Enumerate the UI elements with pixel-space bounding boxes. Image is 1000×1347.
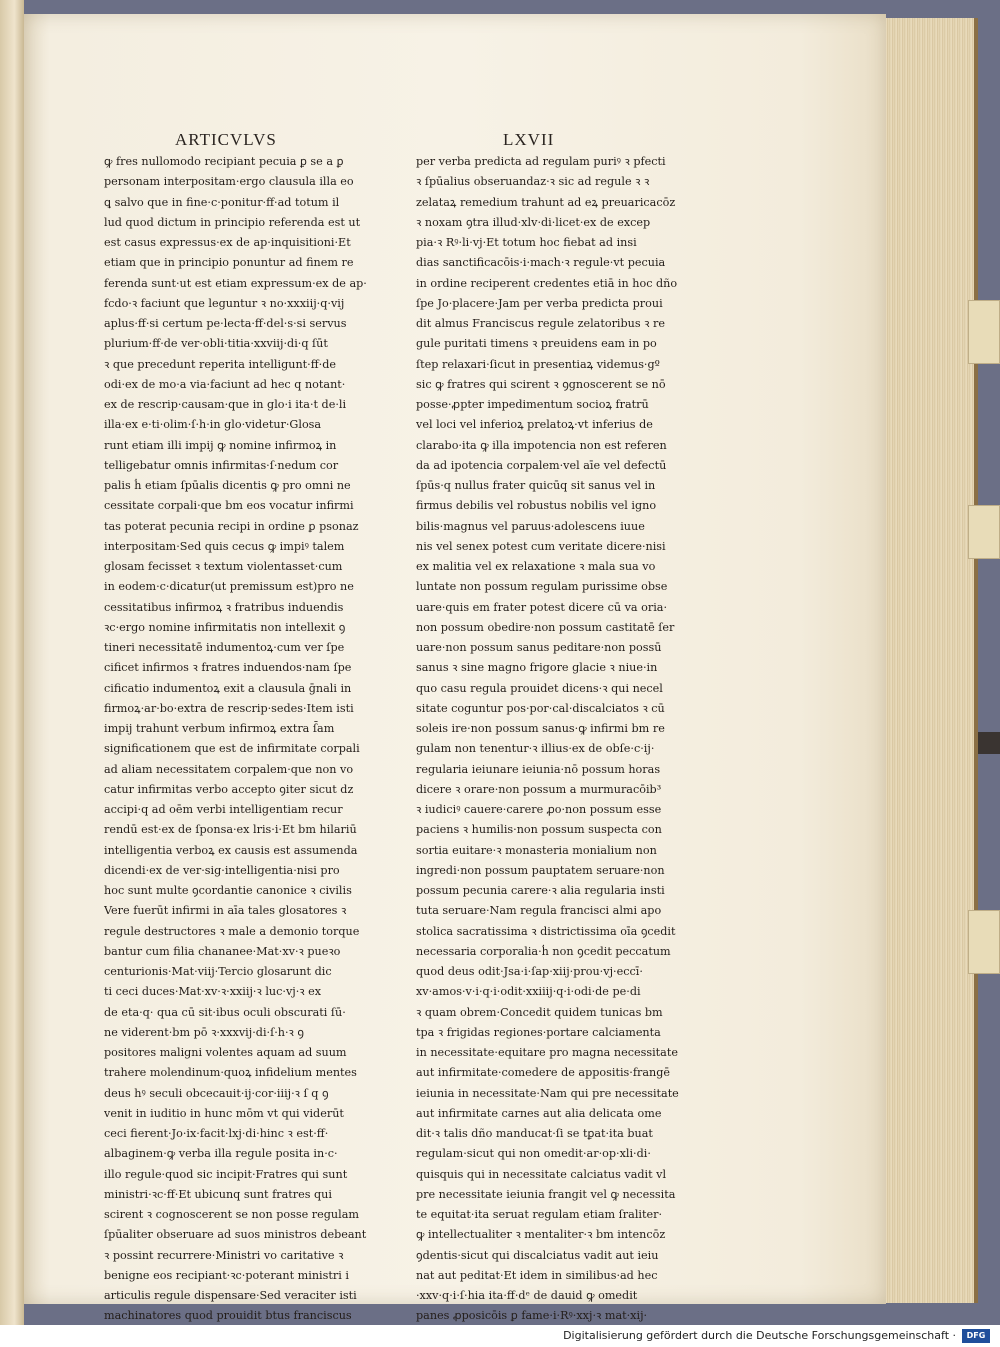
text-line: ieiunia in necessitate·Nam qui pre necessitate xyxy=(416,1086,679,1100)
text-line: deus hꝰ seculi obcecauit·ij·cor·iiij·ꝛ ſ q ꝯ xyxy=(104,1086,329,1100)
text-line: regularia ieiunare ieiunia·nō possum horas xyxy=(416,762,661,776)
text-line: ſpe Jo·placere·Jam per verba predicta proui xyxy=(416,296,663,310)
text-line: palis ḣ etiam ſpūalis dicentis ꝙ pro omni ne xyxy=(104,479,351,492)
text-line: tpa ꝛ frigidas regiones·portare calciamenta xyxy=(416,1025,661,1039)
text-line: ·xxv·q·i·ſ·hia ita·ff·dᵉ de dauid ꝙ omedit xyxy=(416,1289,638,1302)
text-line: regule destructores ꝛ male a demonio torque xyxy=(104,924,360,938)
text-line: xv·amos·v·i·q·i·odit·xxiiij·q·i·odi·de pe·di xyxy=(416,985,641,999)
text-line: catur infirmitas verbo accepto ꝯiter sicut dz xyxy=(104,782,354,796)
text-line: fcdo·ꝛ faciunt que leguntur ꝛ no·xxxiij·q·vij xyxy=(104,296,345,310)
text-line: ꝛ iudiciꝰ cauere·carere ꝓo·non possum esse xyxy=(416,803,662,816)
text-line: positores maligni volentes aquam ad suum xyxy=(104,1046,347,1059)
text-line: cessitatibus infirmoꝝ ꝛ fratribus induendis xyxy=(104,600,344,614)
text-line: per verba predicta ad regulam puriꝰ ꝛ pfecti xyxy=(416,155,666,168)
text-line: uare·quis em frater potest dicere cū va oria· xyxy=(416,600,668,614)
text-line: clarabo·ita ꝙ illa impotencia non est referen xyxy=(416,438,667,452)
text-line: sortia euitare·ꝛ monasteria monialium non xyxy=(416,843,657,857)
text-line: personam interpositam·ergo clausula illa eo xyxy=(104,175,354,189)
text-line: ne viderent·bm pō ꝛ·xxxvij·di·ſ·h·ꝛ ꝯ xyxy=(104,1025,304,1039)
text-line: runt etiam illi impij ꝙ nomine infirmoꝝ in xyxy=(104,438,337,452)
facing-page-edge xyxy=(0,0,24,1325)
text-line: dit almus Franciscus regule zelatoribus ꝛ re xyxy=(416,317,665,330)
text-line: aut infirmitate carnes aut alia delicata ome xyxy=(416,1106,662,1120)
text-line: pia·ꝛ Rꝰ·li·vj·Et totum hoc fiebat ad insi xyxy=(416,236,637,249)
text-line: odi·ex de mo·a via·faciunt ad hec q notant· xyxy=(104,377,346,391)
text-line: ad aliam necessitatem corpalem·que non vo xyxy=(104,762,354,776)
text-line: ꝛc·ergo nomine infirmitatis non intellexit ꝯ xyxy=(104,620,346,634)
text-line: ti ceci duces·Mat·xv·ꝛ·xxiij·ꝛ luc·vj·ꝛ ex xyxy=(104,985,322,999)
text-line: scirent ꝛ cognoscerent se non posse regulam xyxy=(104,1208,359,1221)
text-line: ꝛ que precedunt reperita intelligunt·ff·de xyxy=(104,357,336,371)
text-line: est casus expressus·ex de ap·inquisitioni·Et xyxy=(104,236,351,249)
text-line: illo regule·quod sic incipit·Fratres qui sunt xyxy=(104,1167,348,1181)
text-line: firmoꝝ·ar·bo·extra de rescrip·sedes·Item isti xyxy=(104,701,354,715)
text-line: venit in iuditio in hunc mōm vt qui viderūt xyxy=(104,1106,344,1120)
text-line: in eodem·c·dicatur(ut premissum est)pro ne xyxy=(104,580,354,594)
text-line: sanus ꝛ sine magno frigore glacie ꝛ niue·in xyxy=(416,661,658,675)
text-line: dicere ꝛ orare·non possum a murmuracōib³ xyxy=(416,782,662,796)
text-line: bantur cum filia chananee·Mat·xv·ꝛ pueꝛo xyxy=(104,944,341,958)
footer-bar xyxy=(0,1325,1000,1347)
text-line: interpositam·Sed quis cecus ꝙ impiꝰ talem xyxy=(104,539,345,553)
text-line: te equitat·ita seruat regulam etiam ſraliter· xyxy=(416,1208,663,1221)
text-line: sic ꝙ fratres qui scirent ꝛ ꝯgnoscerent se nō xyxy=(416,377,666,391)
text-line: ꝛ ſpūalius obseruandaz·ꝛ sic ad regule ꝛ ꝛ xyxy=(416,175,650,189)
text-line: in ordine reciperent credentes etiā in hoc dño xyxy=(416,276,678,290)
text-line: necessaria corporalia·ḣ non ꝯcedit peccatum xyxy=(416,944,671,958)
text-line: quisquis qui in necessitate calciatus vadit vl xyxy=(416,1167,667,1181)
text-column-left xyxy=(104,152,372,1325)
clasp-mark xyxy=(978,732,1000,754)
text-line: vel loci vel inferioꝝ prelatoꝝ·vt inferius de xyxy=(416,418,653,432)
text-line: telligebatur omnis infirmitas·ſ·nedum cor xyxy=(104,458,339,472)
text-line: ferenda sunt·ut est etiam expressum·ex de ap· xyxy=(104,276,367,290)
text-line: ꝗ salvo que in fine·c·ponitur·ff·ad totum il xyxy=(104,195,340,209)
text-line: impij trahunt verbum infirmoꝝ extra ſ̄am xyxy=(104,722,335,735)
dfg-logo-icon: DFG xyxy=(962,1329,990,1343)
text-line: rendū est·ex de ſponsa·ex lris·i·Et bm hilariū xyxy=(104,823,357,837)
text-line: firmus debilis vel robustus nobilis vel igno xyxy=(416,499,657,513)
text-line: ſtep relaxari·ſicut in presentiaꝝ videmus·gº xyxy=(416,357,660,371)
text-line: dicendi·ex de ver·sig·intelligentia·nisi pro xyxy=(104,863,340,877)
text-line: centurionis·Mat·viij·Tercio glosarunt dic xyxy=(104,965,332,978)
text-line: stolica sacratissima ꝛ districtissima oīa ꝯcedit xyxy=(416,924,676,938)
text-line: ministri·ꝛc·ff·Et ubicunq sunt fratres qui xyxy=(104,1187,332,1201)
text-line: articulis regule dispensare·Sed veraciter isti xyxy=(104,1289,357,1302)
text-line: sitate coguntur pos·por·cal·discalciatos ꝛ cū xyxy=(416,701,665,715)
text-line: cificatio indumentoꝝ exit a clausula ḡnali in xyxy=(104,681,352,695)
text-column-right xyxy=(416,152,684,1325)
text-line: posse·ꝓpter impedimentum socioꝝ fratrū xyxy=(416,398,649,411)
text-line: uare·non possum sanus peditare·non possū xyxy=(416,641,662,654)
text-line: pre necessitate ieiunia frangit vel ꝙ necessita xyxy=(416,1187,676,1201)
text-line: ex de rescrip·causam·que in glo·i ita·t de·li xyxy=(104,398,347,411)
text-line: machinatores quod prouidit btus franciscus xyxy=(104,1309,352,1323)
text-line: soleis ire·non possum sanus·ꝙ infirmi bm re xyxy=(416,722,665,735)
text-line: intelligentia verboꝝ ex causis est assumenda xyxy=(104,843,358,857)
text-line: gule puritati timens ꝛ preuidens eam in po xyxy=(416,337,657,351)
text-line: ingredi·non possum pauptatem seruare·non xyxy=(416,863,665,877)
text-line: regulam·sicut qui non omedit·ar·op·xli·di· xyxy=(416,1147,651,1161)
text-line: etiam que in principio ponuntur ad finem re xyxy=(104,256,354,270)
book-fore-edge xyxy=(878,18,978,1303)
text-line: significationem que est de infirmitate corpali xyxy=(104,742,360,756)
bookmark-tab xyxy=(968,300,1000,364)
text-line: hoc sunt multe ꝯcordantie canonice ꝛ civilis xyxy=(104,884,352,897)
text-line: glosam fecisset ꝛ textum violentasset·cum xyxy=(104,560,343,573)
text-line: ꝙ fres nullomodo recipiant pecuia ꝑ se a ꝑ xyxy=(104,155,344,168)
text-line: non possum obedire·non possum castitatē ſer xyxy=(416,620,675,634)
text-line: benigne eos recipiant·ꝛc·poterant ministri i xyxy=(104,1268,349,1282)
text-line: albaginem·ꝙ verba illa regule posita in·c· xyxy=(104,1147,338,1161)
text-line: cessitate corpali·que bm eos vocatur infirmi xyxy=(104,499,354,513)
text-line: quo casu regula prouidet dicens·ꝛ qui necel xyxy=(416,681,663,695)
text-line: quod deus odit·Jsa·i·ſap·xiij·prou·vj·eccī· xyxy=(416,965,643,978)
text-line: ꝛ quam obrem·Concedit quidem tunicas bm xyxy=(416,1005,663,1019)
text-line: ꝛ possint recurrere·Ministri vo caritative ꝛ xyxy=(104,1248,344,1262)
text-line: aplus·ff·si certum pe·lecta·ff·del·s·si servus xyxy=(104,317,347,330)
text-line: dias sanctificacōis·i·mach·ꝛ regule·vt pecuia xyxy=(416,256,666,270)
text-line: paciens ꝛ humilis·non possum suspecta con xyxy=(416,823,662,837)
running-header-left: ARTICVLVS xyxy=(175,130,277,149)
text-line: ſpūs·q nullus frater quicūq sit sanus vel in xyxy=(416,479,656,492)
text-line: aut infirmitate·comedere de appositis·frangē xyxy=(416,1066,670,1080)
text-line: ꝯdentis·sicut qui discalciatus vadit aut ieiu xyxy=(416,1248,659,1262)
text-line: cificet infirmos ꝛ fratres induendos·nam ſpe xyxy=(104,661,352,675)
bookmark-tab xyxy=(968,505,1000,559)
bookmark-tab xyxy=(968,910,1000,974)
text-line: plurium·ff·de ver·obli·titia·xxviij·di·q ſūt xyxy=(104,337,328,351)
text-line: ſpūaliter obseruare ad suos ministros debeant xyxy=(104,1228,367,1242)
text-line: dit·ꝛ talis dño manducat·ſi se tꝑat·ita buat xyxy=(416,1127,653,1140)
text-line: accipi·q ad oēm verbi intelligentiam recur xyxy=(104,803,343,816)
running-header-right: LXVII xyxy=(503,130,555,149)
text-line: nis vel senex potest cum veritate dicere·nisi xyxy=(416,539,666,553)
text-line: nat aut peditat·Et idem in similibus·ad hec xyxy=(416,1268,658,1282)
text-line: de eta·q· qua cū sit·ibus oculi obscurati ſū· xyxy=(104,1005,346,1019)
text-line: trahere molendinum·quoꝝ infidelium mentes xyxy=(104,1066,357,1080)
text-line: tuta seruare·Nam regula francisci almi apo xyxy=(416,904,662,918)
text-line: gulam non tenentur·ꝛ illius·ex de obſe·c·ij· xyxy=(416,742,655,756)
text-line: tas poterat pecunia recipi in ordine ꝑ psonaz xyxy=(104,519,359,533)
text-line: panes ꝓposicōis ꝑ fame·i·Rꝰ·xxj·ꝛ mat·xij· xyxy=(416,1309,648,1323)
text-line: ceci fierent·Jo·ix·facit·lxj·di·hinc ꝛ est·ff· xyxy=(104,1127,329,1140)
text-line: illa·ex e·ti·olim·ſ·h·in glo·videtur·Glosa xyxy=(104,418,322,432)
text-line: in necessitate·equitare pro magna necessitate xyxy=(416,1046,678,1059)
text-line: zelataꝝ remedium trahunt ad eꝝ preuaricacōz xyxy=(416,195,676,209)
text-line: ꝛ noxam ꝯtra illud·xlv·di·licet·ex de excep xyxy=(416,215,651,229)
text-line: ex malitia vel ex relaxatione ꝛ mala sua vo xyxy=(416,560,656,573)
text-line: luntate non possum regulam purissime obse xyxy=(416,580,668,594)
text-line: possum pecunia carere·ꝛ alia regularia insti xyxy=(416,884,665,897)
funding-credit: Digitalisierung gefördert durch die Deutsche Forschungsgemeinschaft · xyxy=(563,1329,956,1342)
text-line: da ad ipotencia corpalem·vel aīe vel defectū xyxy=(416,458,667,472)
text-line: Vere fuerūt infirmi in aīa tales glosatores ꝛ xyxy=(104,904,347,918)
text-line: tineri necessitatē indumentoꝝ·cum ver ſpe xyxy=(104,641,345,654)
text-line: ꝙ intellectualiter ꝛ mentaliter·ꝛ bm intencōz xyxy=(416,1228,666,1242)
text-line: lud quod dictum in principio referenda est ut xyxy=(104,215,361,229)
text-line: bilis·magnus vel paruus·adolescens iuue xyxy=(416,519,645,533)
